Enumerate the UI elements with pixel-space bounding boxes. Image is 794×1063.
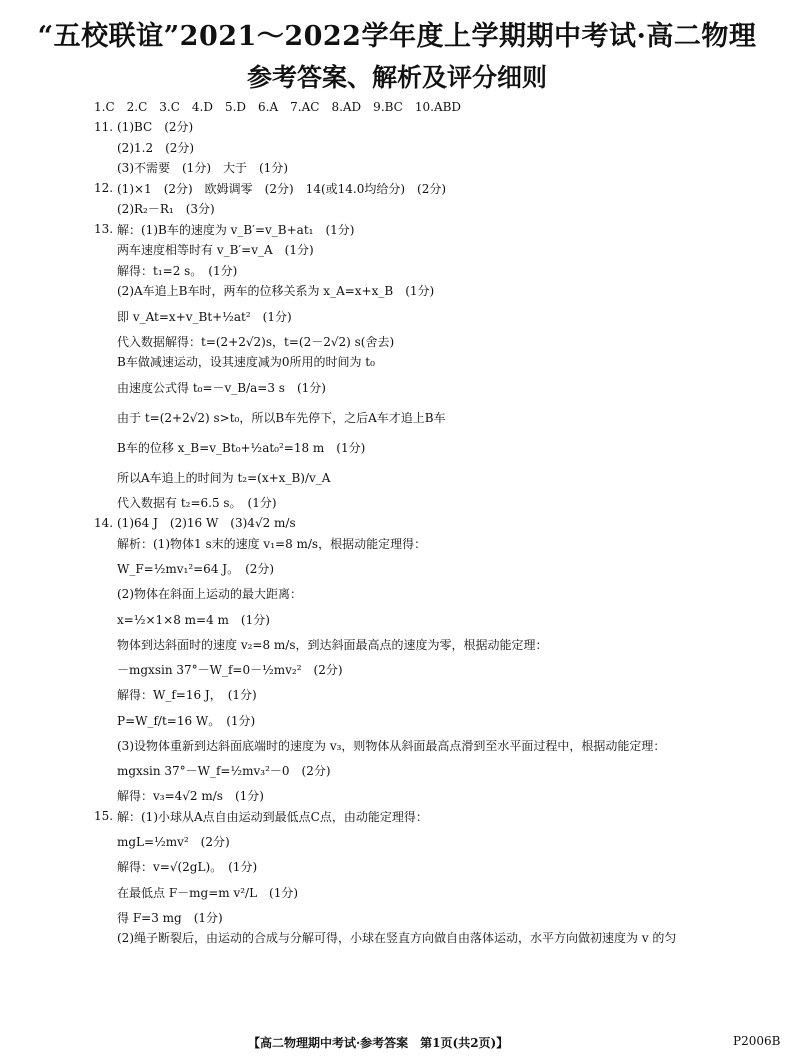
question-number: 11. [94,119,114,134]
q14-line-3: W_F=½mv₁²=64 J。 (2分) [117,562,275,576]
q13-line-6: 代入数据解得：t=(2+2√2)s，t=(2－2√2) s(舍去) [117,334,395,349]
q13-line-3: 解得：t₁=2 s。 (1分) [117,263,238,278]
q11-part3: (3)不需要 (1分) 大于 (1分) [117,161,288,176]
q13-line-4: (2)A车追上B车时，两车的位移关系为 x_A=x+x_B (1分) [117,284,435,299]
q13-line-8: 由速度公式得 t₀=－v_B/a=3 s (1分) [117,380,326,395]
q12-part1 [94,178,784,199]
q15-line-6: (2)绳子断裂后，由运动的合成与分解可得，小球在竖直方向做自由落体运动，水平方向做初速度为 v 的匀 [117,931,677,946]
q14-line-8: 解得：W_f=16 J， (1分) [117,688,257,703]
q12-part2: (2)R₂－R₁ (3分) [117,202,215,217]
question-number: 14. [94,515,114,530]
q13-line-1 [94,219,784,240]
title-line-1: “五校联谊”2021～2022学年度上学期期中考试·高二物理 [37,21,757,52]
q13-line-1-text: 解：(1)B车的速度为 v_B′=v_B+at₁ (1分) [117,222,355,237]
q14-line-7: －mgxsin 37°－W_f=0－½mv₂² (2分) [117,663,343,677]
q14-line-6: 物体到达斜面时的速度 v₂=8 m/s，到达斜面最高点的速度为零，根据动能定理： [117,637,548,652]
q14-line-4: (2)物体在斜面上运动的最大距离： [117,587,302,602]
q14-line-12: 解得：v₃=4√2 m/s (1分) [117,789,264,804]
q15-line-3: 解得：v=√(2gL)。 (1分) [117,860,258,875]
q15-line-1-text: 解：(1)小球从A点自由运动到最低点C点，由动能定理得： [117,809,428,824]
q14-line-9: P=W_f/t=16 W。 (1分) [117,713,256,728]
q14-line-11: mgxsin 37°－W_f=½mv₃²－0 (2分) [117,764,331,778]
q13-line-7: B车做减速运动，设其速度减为0所用的时间为 t₀ [117,355,375,370]
footer-code: P2006B [733,1034,781,1048]
q14-line-1-text: (1)64 J (2)16 W (3)4√2 m/s [117,516,296,531]
question-number: 15. [94,809,114,824]
q14-line-1 [94,513,784,534]
q14-line-5: x=½×1×8 m=4 m (1分) [117,612,270,627]
q15-line-1 [94,806,784,827]
q14-line-10: (3)设物体重新到达斜面底端时的速度为 v₃，则物体从斜面最高点滑到至水平面过程中，根据动能定理： [117,738,666,753]
q11-part2: (2)1.2 (2分) [117,140,195,155]
q15-line-5: 得 F=3 mg (1分) [117,910,223,925]
choice-answers: 1.C 2.C 3.C 4.D 5.D 6.A 7.AC 8.AD 9.BC 10.ABD [94,99,462,114]
q11-part1 [94,117,784,138]
footer-text: 【高二物理期中考试·参考答案 第1页(共2页)】 [248,1036,509,1050]
answer-content [94,96,784,948]
q15-line-2: mgL=½mv² (2分) [117,835,230,849]
q13-line-9: 由于 t=(2+2√2) s>t₀，所以B车先停下，之后A车才追上B车 [117,410,446,425]
q13-line-12: 代入数据有 t₂=6.5 s。 (1分) [117,495,277,510]
question-number: 12. [94,181,114,196]
q13-line-11: 所以A车追上的时间为 t₂=(x+x_B)/v_A [117,470,331,485]
q13-line-2: 两车速度相等时有 v_B′=v_A (1分) [117,243,314,258]
q12-line-1: (1)×1 (2分) 欧姆调零 (2分) 14(或14.0均给分) (2分) [117,181,447,196]
question-number: 13. [94,222,114,237]
q13-line-5: 即 v_At=x+v_Bt+½at² (1分) [117,309,292,324]
q14-line-2: 解析：(1)物体1 s末的速度 v₁=8 m/s，根据动能定理得： [117,536,427,551]
title-line-2: 参考答案、解析及评分细则 [246,63,547,92]
q15-line-4: 在最低点 F－mg=m v²/L (1分) [117,885,299,900]
q11-line-1: (1)BC (2分) [117,120,194,135]
q13-line-10: B车的位移 x_B=v_Bt₀+½at₀²=18 m (1分) [117,440,366,455]
